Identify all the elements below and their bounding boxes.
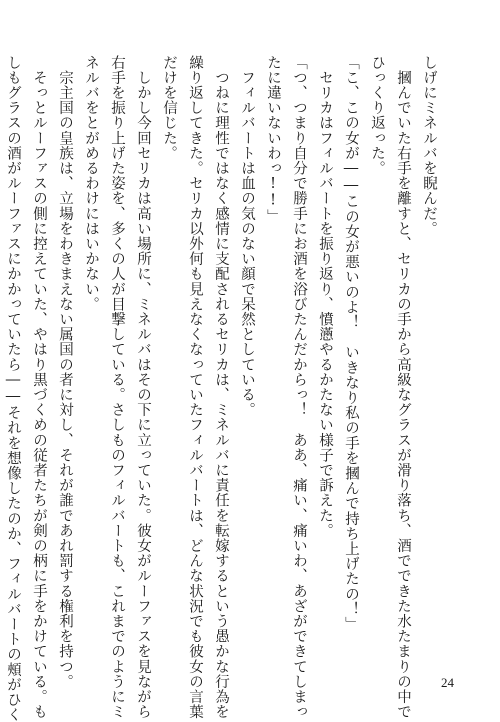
text-line: 摑んでいた右手を離すと、セリカの手から高級なグラスが滑り落ち、酒でできた水たまりの中で bbox=[395, 55, 411, 720]
text-line: 「つ、つまり自分で勝手にお酒を浴びたんだからっ！ ああ、痛い、痛いわ、あざができてしまっ bbox=[291, 55, 307, 720]
text-line: フィルバートは血の気のない顔で呆然としている。 bbox=[239, 55, 255, 418]
text-line: つねに理性ではなく感情に支配されるセリカは、ミネルバに責任を転嫁するという愚かな行為を bbox=[213, 55, 229, 720]
page-body-text bbox=[5, 55, 442, 722]
text-line: しもグラスの酒がルーファスにかかっていたら――それを想像したのか、フィルバートの頰がひく bbox=[5, 55, 21, 722]
text-line: しかし今回セリカは高い場所に、ミネルバはその下に立っていた。彼女がルーファスを見ながら bbox=[135, 55, 151, 720]
text-line: たに違いないわっ!!」 bbox=[265, 55, 281, 225]
text-line: しげにミネルバを睨んだ。 bbox=[421, 55, 437, 237]
text-line: そっとルーファスの側に控えていた、やはり黒づくめの従者たちが剣の柄に手をかけている。も bbox=[31, 55, 47, 720]
text-line: 宗主国の皇族は、立場をわきまえない属国の者に対し、それが誰であれ罰する権利を持つ。 bbox=[57, 55, 73, 690]
text-line: 「こ、この女が――この女が悪いのよ！ いきなり私の手を摑んで持ち上げたの！」 bbox=[343, 55, 359, 632]
text-line: 繰り返してきた。セリカ以外何も見えなくなっていたフィルバートは、どんな状況でも彼女の言葉 bbox=[187, 55, 203, 720]
text-line: ひっくり返った。 bbox=[369, 55, 385, 176]
page-number: 24 bbox=[441, 675, 454, 690]
text-line: ネルバをとがめるわけにはいかない。 bbox=[83, 55, 99, 312]
text-line: だけを信じた。 bbox=[161, 55, 177, 161]
text-line: セリカはフィルバートを振り返り、憤懣やるかたない様子で訴えた。 bbox=[317, 55, 333, 539]
text-line: 右手を振り上げた姿を、多くの人が目撃している。さしものフィルバートも、これまでのようにミ bbox=[109, 55, 125, 720]
